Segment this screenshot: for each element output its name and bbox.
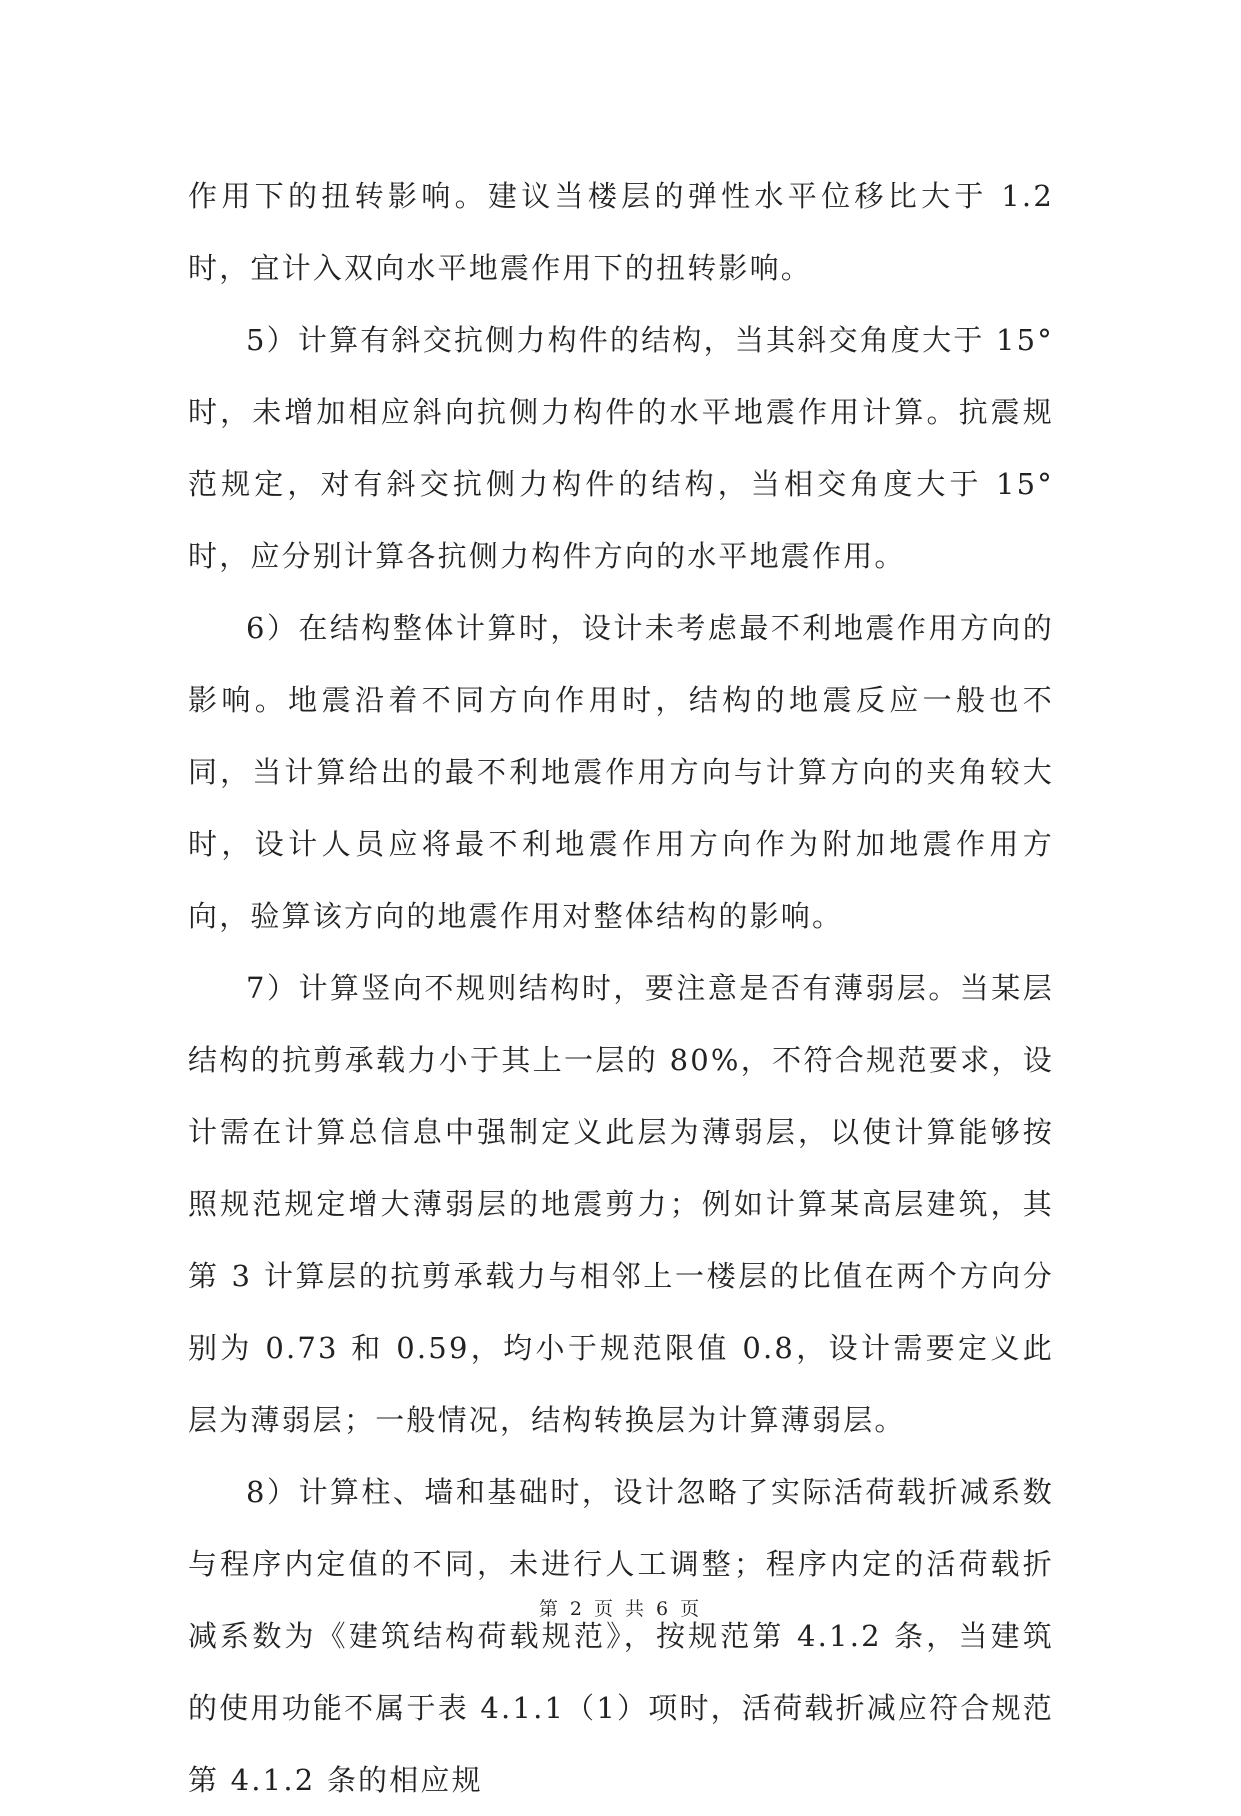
paragraph-item-7: 7）计算竖向不规则结构时，要注意是否有薄弱层。当某层结构的抗剪承载力小于其上一层的 80%，不符合规范要求，设计需在计算总信息中强制定义此层为薄弱层，以使计算能够按照规范规定增大薄弱层的地震剪力；例如计算某高层建筑，其第 3 计算层的抗剪承载力与相邻上一楼层的比值在两个方向分别为 0.73 和 0.59，均小于规范限值 0.8，设计需要定义此层为薄弱层；一般情况，结构转换层为计算薄弱层。 bbox=[188, 971, 1054, 1437]
document-body bbox=[188, 160, 1054, 1816]
paragraph-item-6: 6）在结构整体计算时，设计未考虑最不利地震作用方向的影响。地震沿着不同方向作用时，结构的地震反应一般也不同，当计算给出的最不利地震作用方向与计算方向的夹角较大时，设计人员应将最不利地震作用方向作为附加地震作用方向，验算该方向的地震作用对整体结构的影响。 bbox=[188, 611, 1054, 933]
paragraph-continuation: 作用下的扭转影响。建议当楼层的弹性水平位移比大于 1.2 时，宜计入双向水平地震作用下的扭转影响。 bbox=[188, 179, 1054, 285]
page-number-footer: 第 2 页 共 6 页 bbox=[538, 1598, 703, 1620]
paragraph-item-5: 5）计算有斜交抗侧力构件的结构，当其斜交角度大于 15° 时，未增加相应斜向抗侧力构件的水平地震作用计算。抗震规范规定，对有斜交抗侧力构件的结构，当相交角度大于 15° 时，应分别计算各抗侧力构件方向的水平地震作用。 bbox=[188, 323, 1054, 573]
paragraph-item-8: 8）计算柱、墙和基础时，设计忽略了实际活荷载折减系数与程序内定值的不同，未进行人工调整；程序内定的活荷载折减系数为《建筑结构荷载规范》，按规范第 4.1.2 条，当建筑的使用功能不属于表 4.1.1（1）项时，活荷载折减应符合规范第 4.1.2 条的相应规 bbox=[188, 1475, 1054, 1797]
